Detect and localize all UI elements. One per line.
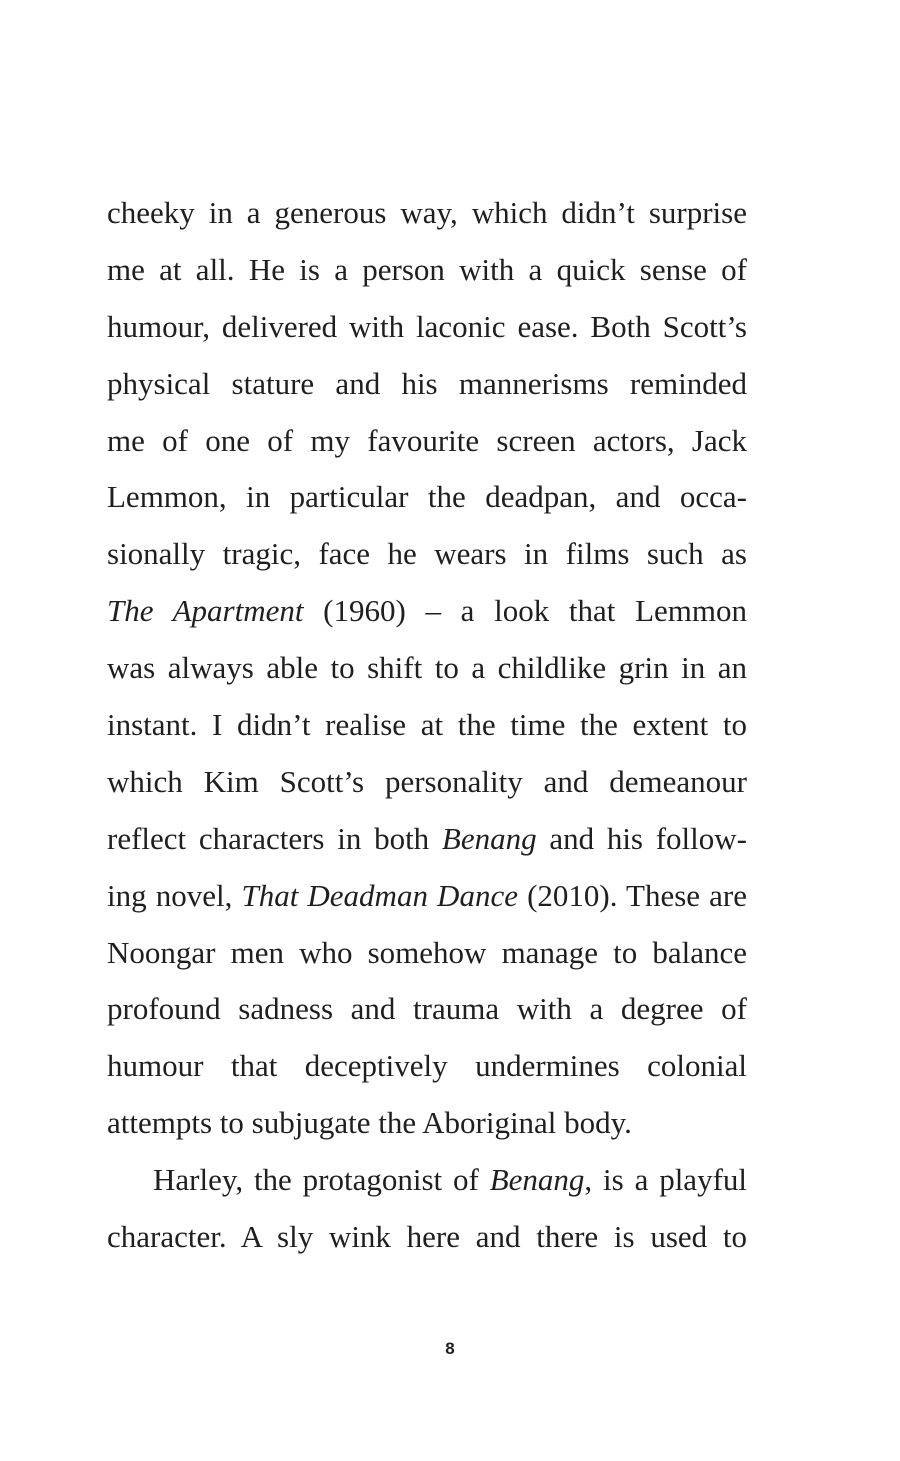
text-line: was always able to shift to a childlike grin in an — [107, 650, 747, 686]
book-title: Benang — [441, 820, 537, 856]
film-title: The Apartment — [107, 593, 304, 629]
page-number: 8 — [445, 1339, 455, 1358]
book-title: Benang — [489, 1162, 585, 1198]
text-line: Harley, the protagonist of Benang, is a playful — [153, 1162, 748, 1198]
text-line: attempts to subjugate the Aboriginal body. — [107, 1105, 632, 1141]
text-line: The Apartment (1960) – a look that Lemmon — [107, 593, 747, 629]
text-line: humour, delivered with laconic ease. Both Scott’s — [107, 308, 747, 344]
text-line: ing novel, That Deadman Dance (2010). These are — [107, 877, 747, 913]
body-text — [107, 185, 747, 1266]
text-line: Noongar men who somehow manage to balance — [107, 934, 747, 970]
text-line: profound sadness and trauma with a degree of — [107, 991, 747, 1027]
text-line: me of one of my favourite screen actors, Jack — [107, 422, 747, 458]
text-line: humour that deceptively undermines colonial — [107, 1048, 747, 1084]
text-line: me at all. He is a person with a quick sense of — [107, 251, 747, 287]
book-title: That Deadman Dance — [241, 877, 518, 913]
text-line: which Kim Scott’s personality and demeanour — [107, 763, 747, 799]
text-line: cheeky in a generous way, which didn’t surprise — [107, 195, 747, 230]
text-line: instant. I didn’t realise at the time the extent to — [107, 707, 747, 743]
text-line: Lemmon, in particular the deadpan, and occa- — [107, 479, 747, 515]
text-line: reflect characters in both Benang and his follow- — [107, 820, 747, 856]
text-line: physical stature and his mannerisms reminded — [107, 365, 747, 401]
text-line: sionally tragic, face he wears in films such as — [107, 536, 747, 572]
text-line: character. A sly wink here and there is used to — [107, 1219, 747, 1255]
